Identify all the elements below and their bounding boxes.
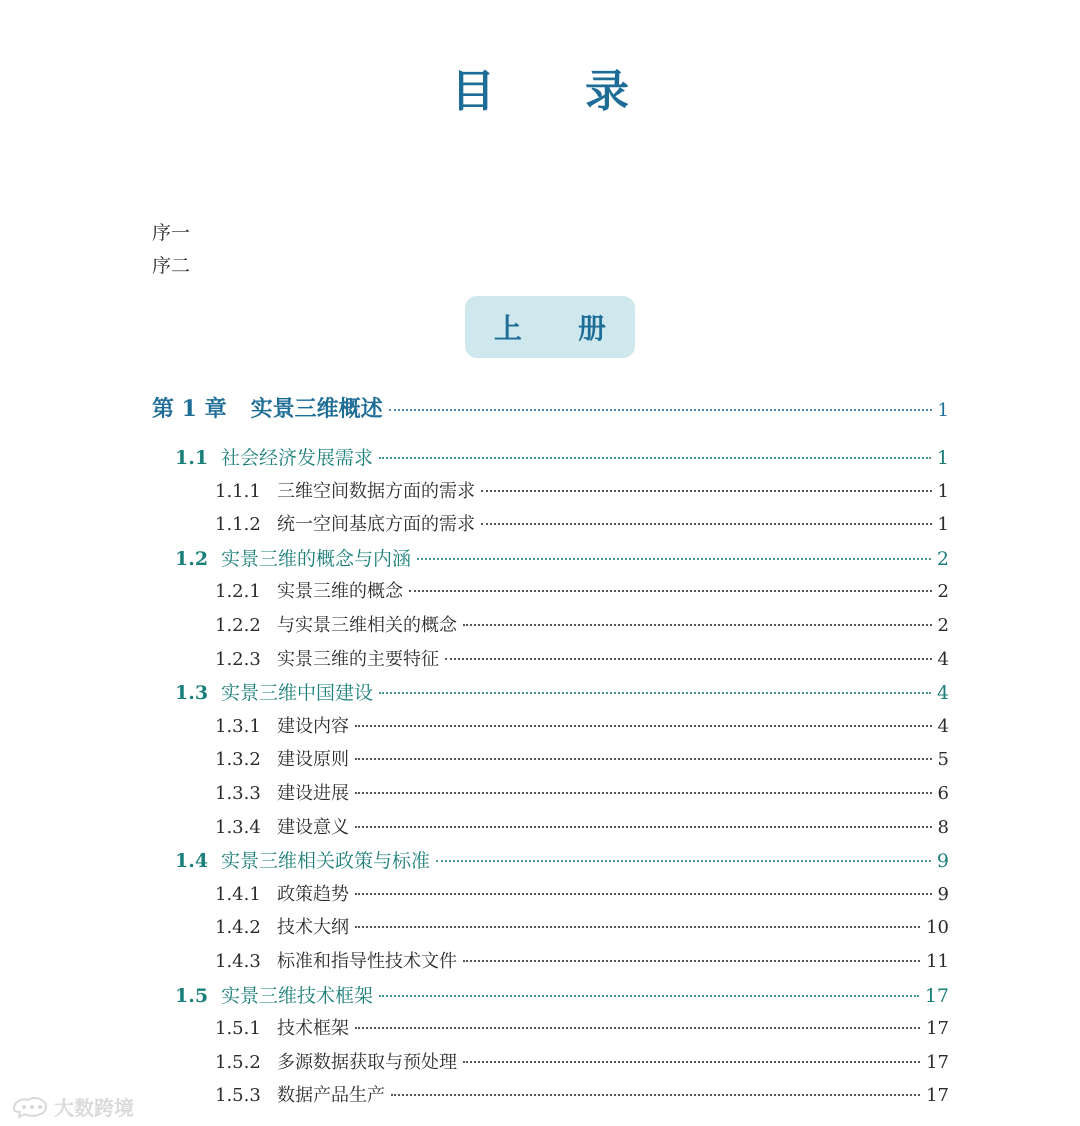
entry-title: 实景三维中国建设 bbox=[221, 682, 374, 705]
entry-number: 1.4.3 bbox=[215, 951, 261, 972]
dot-leader bbox=[355, 926, 920, 928]
entry-number: 1.2.2 bbox=[215, 615, 261, 636]
entry-title: 建设意义 bbox=[277, 816, 349, 838]
preface-2[interactable]: 序二 bbox=[152, 255, 191, 277]
dot-leader bbox=[445, 658, 932, 660]
toc-subsection[interactable] bbox=[215, 1081, 949, 1111]
entry-number: 1.5 bbox=[175, 984, 209, 1007]
entry-page: 1 bbox=[937, 480, 949, 502]
dot-leader bbox=[436, 860, 931, 862]
entry-title: 实景三维的概念 bbox=[277, 581, 403, 603]
dot-leader bbox=[379, 995, 919, 997]
dot-leader bbox=[355, 758, 932, 760]
toc-subsection[interactable] bbox=[215, 645, 949, 675]
entry-page: 2 bbox=[937, 581, 949, 603]
toc-chapter-1[interactable] bbox=[152, 392, 949, 422]
entry-number: 1.1.1 bbox=[215, 480, 261, 502]
entry-number: 1.2.1 bbox=[215, 581, 261, 603]
entry-title: 技术大纲 bbox=[277, 917, 349, 939]
entry-page: 11 bbox=[926, 951, 949, 972]
watermark-text: 大数跨境 bbox=[54, 1096, 134, 1120]
entry-page: 4 bbox=[937, 715, 949, 737]
entry-title: 与实景三维相关的概念 bbox=[277, 615, 457, 636]
dot-leader bbox=[417, 558, 931, 560]
entry-number: 1.1.2 bbox=[215, 514, 261, 536]
volume-right-char: 册 bbox=[578, 312, 607, 345]
entry-number: 1.5.1 bbox=[215, 1018, 261, 1040]
toc-subsection[interactable] bbox=[215, 947, 949, 977]
entry-title: 技术框架 bbox=[277, 1018, 349, 1040]
toc-subsection[interactable] bbox=[215, 745, 949, 775]
entry-number: 1.2 bbox=[175, 547, 209, 570]
toc-section[interactable] bbox=[175, 443, 949, 473]
chapter-title: 实景三维概述 bbox=[250, 396, 383, 422]
entry-page: 1 bbox=[937, 514, 949, 536]
toc-section[interactable] bbox=[175, 678, 949, 708]
dot-leader bbox=[481, 490, 932, 492]
dot-leader bbox=[355, 725, 932, 727]
dot-leader bbox=[463, 960, 920, 962]
toc-subsection[interactable] bbox=[215, 913, 949, 943]
entry-page: 9 bbox=[937, 883, 949, 905]
entry-title: 多源数据获取与预处理 bbox=[277, 1051, 457, 1073]
dot-leader bbox=[355, 792, 932, 794]
entry-page: 17 bbox=[924, 984, 949, 1007]
entry-page: 4 bbox=[937, 648, 949, 670]
toc-subsection[interactable] bbox=[215, 611, 949, 641]
entry-number: 1.3.4 bbox=[215, 816, 261, 838]
toc-subsection[interactable] bbox=[215, 1014, 949, 1044]
entry-page: 9 bbox=[936, 850, 949, 873]
entry-page: 8 bbox=[937, 816, 949, 838]
toc-subsection[interactable] bbox=[215, 779, 949, 809]
toc-subsection[interactable] bbox=[215, 577, 949, 607]
entry-page: 2 bbox=[937, 615, 949, 636]
toc-subsection[interactable] bbox=[215, 880, 949, 910]
entry-page: 6 bbox=[937, 783, 949, 804]
entry-page: 4 bbox=[936, 682, 949, 705]
dot-leader bbox=[355, 826, 932, 828]
dot-leader bbox=[391, 1094, 920, 1096]
entry-title: 建设内容 bbox=[277, 715, 349, 737]
toc-section[interactable] bbox=[175, 846, 949, 876]
entry-number: 1.3.2 bbox=[215, 749, 261, 771]
chapter-number: 第 1 章 bbox=[152, 396, 227, 422]
entry-title: 三维空间数据方面的需求 bbox=[277, 480, 475, 502]
title-left-char: 目 bbox=[451, 66, 495, 117]
entry-title: 统一空间基底方面的需求 bbox=[277, 514, 475, 536]
entry-page: 17 bbox=[926, 1085, 949, 1107]
dot-leader bbox=[463, 1061, 920, 1063]
entry-title: 数据产品生产 bbox=[277, 1085, 385, 1107]
entry-title: 建设原则 bbox=[277, 749, 349, 771]
chapter-page: 1 bbox=[937, 400, 949, 421]
toc-subsection[interactable] bbox=[215, 1048, 949, 1078]
toc-subsection[interactable] bbox=[215, 477, 949, 507]
toc-section[interactable] bbox=[175, 544, 949, 574]
entry-title: 社会经济发展需求 bbox=[221, 447, 374, 469]
toc-section[interactable] bbox=[175, 981, 949, 1011]
dot-leader bbox=[379, 692, 931, 694]
chat-bubble-icon bbox=[10, 1095, 50, 1119]
entry-title: 实景三维相关政策与标准 bbox=[221, 850, 431, 873]
page-title bbox=[0, 55, 1080, 119]
entry-number: 1.1 bbox=[175, 447, 209, 469]
entry-page: 2 bbox=[936, 547, 949, 570]
volume-badge bbox=[465, 296, 635, 358]
entry-page: 10 bbox=[926, 917, 949, 939]
entry-page: 17 bbox=[926, 1018, 949, 1040]
watermark bbox=[10, 1092, 134, 1121]
dot-leader bbox=[355, 1027, 920, 1029]
entry-number: 1.2.3 bbox=[215, 648, 261, 670]
entry-title: 实景三维技术框架 bbox=[221, 984, 374, 1007]
entry-title: 实景三维的概念与内涵 bbox=[221, 547, 412, 570]
entry-number: 1.3.1 bbox=[215, 715, 261, 737]
entry-number: 1.4 bbox=[175, 850, 209, 873]
entry-title: 实景三维的主要特征 bbox=[277, 648, 439, 670]
entry-page: 17 bbox=[926, 1051, 949, 1073]
title-right-char: 录 bbox=[585, 66, 629, 117]
entry-page: 1 bbox=[936, 447, 949, 469]
toc-subsection[interactable] bbox=[215, 813, 949, 843]
toc-subsection[interactable] bbox=[215, 510, 949, 540]
entry-number: 1.3.3 bbox=[215, 783, 261, 804]
entry-title: 建设进展 bbox=[277, 783, 349, 804]
dot-leader bbox=[481, 523, 932, 525]
entry-number: 1.4.2 bbox=[215, 917, 261, 939]
entry-number: 1.5.2 bbox=[215, 1051, 261, 1073]
dot-leader bbox=[355, 893, 932, 895]
preface-1[interactable]: 序一 bbox=[152, 222, 191, 244]
entry-number: 1.5.3 bbox=[215, 1085, 261, 1107]
entry-number: 1.4.1 bbox=[215, 883, 261, 905]
dot-leader bbox=[463, 624, 932, 626]
volume-left-char: 上 bbox=[493, 312, 522, 345]
toc-subsection[interactable] bbox=[215, 712, 949, 742]
entry-title: 政策趋势 bbox=[277, 883, 349, 905]
dot-leader bbox=[409, 590, 932, 592]
dot-leader bbox=[379, 457, 931, 459]
entry-page: 5 bbox=[937, 749, 949, 771]
entry-title: 标准和指导性技术文件 bbox=[277, 951, 457, 972]
dot-leader bbox=[389, 409, 932, 411]
entry-number: 1.3 bbox=[175, 682, 209, 705]
